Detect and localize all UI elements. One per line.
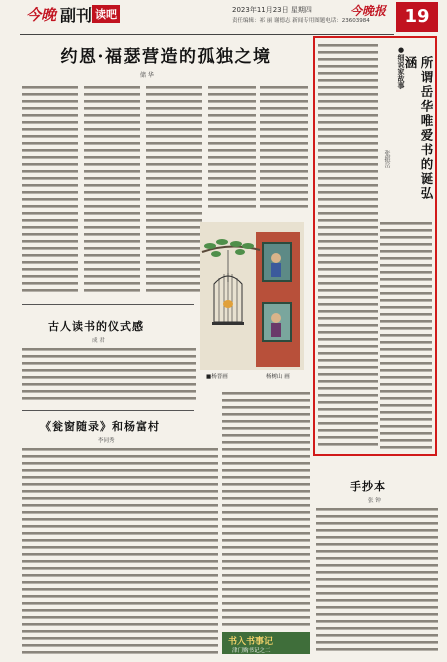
text-line xyxy=(380,257,432,260)
main-text-col-4 xyxy=(208,84,256,220)
lower-middle-text xyxy=(222,390,310,628)
text-line xyxy=(318,443,378,446)
text-line xyxy=(318,51,378,54)
text-line xyxy=(316,508,438,511)
text-line xyxy=(318,303,378,306)
issue-date: 2023年11月23日 星期四 xyxy=(232,6,312,14)
text-line xyxy=(318,268,378,271)
text-line xyxy=(222,623,310,626)
article3-text xyxy=(22,446,218,656)
illustration-caption: ■杨晋画 xyxy=(206,374,228,380)
text-line xyxy=(22,448,218,451)
article2-byline: 成 君 xyxy=(92,338,105,344)
text-line xyxy=(316,536,438,539)
text-line xyxy=(222,553,310,556)
article4-byline: 张 钟 xyxy=(368,498,381,504)
text-line xyxy=(22,553,218,556)
text-line xyxy=(380,285,432,288)
section-divider xyxy=(22,304,194,305)
text-line xyxy=(22,616,218,619)
text-line xyxy=(316,578,438,581)
text-line xyxy=(22,581,218,584)
article2-text xyxy=(22,346,196,406)
text-line xyxy=(318,352,378,355)
text-line xyxy=(222,483,310,486)
text-line xyxy=(222,574,310,577)
text-texture xyxy=(260,84,308,220)
article2-headline: 古人读书的仪式感 xyxy=(48,320,144,333)
text-line xyxy=(22,546,218,549)
text-line xyxy=(318,247,378,250)
text-line xyxy=(318,135,378,138)
text-line xyxy=(222,525,310,528)
text-line xyxy=(318,324,378,327)
text-line xyxy=(318,317,378,320)
text-line xyxy=(318,254,378,257)
main-headline: 约恩·福瑟营造的孤独之境 xyxy=(60,47,272,67)
text-line xyxy=(318,212,378,215)
text-line xyxy=(318,142,378,145)
text-line xyxy=(318,114,378,117)
text-line xyxy=(318,65,378,68)
text-line xyxy=(380,229,432,232)
text-line xyxy=(318,156,378,159)
text-line xyxy=(22,469,218,472)
newspaper-logo: 今晚报 xyxy=(350,4,387,18)
text-line xyxy=(318,380,378,383)
masthead xyxy=(0,0,447,36)
text-line xyxy=(222,595,310,598)
text-line xyxy=(380,446,432,449)
text-line xyxy=(316,613,438,616)
text-line xyxy=(316,641,438,644)
text-line xyxy=(222,490,310,493)
section-name: 副刊 xyxy=(60,6,93,25)
text-line xyxy=(318,282,378,285)
text-line xyxy=(316,529,438,532)
text-line xyxy=(222,441,310,444)
text-line xyxy=(22,348,196,351)
text-line xyxy=(316,599,438,602)
text-line xyxy=(22,390,196,393)
section-badge: 读吧 xyxy=(92,5,120,23)
text-line xyxy=(22,483,218,486)
text-line xyxy=(318,184,378,187)
text-line xyxy=(22,588,218,591)
text-line xyxy=(380,439,432,442)
text-line xyxy=(318,310,378,313)
text-line xyxy=(222,434,310,437)
text-line xyxy=(22,609,218,612)
text-line xyxy=(380,320,432,323)
text-line xyxy=(316,620,438,623)
text-line xyxy=(380,292,432,295)
text-line xyxy=(318,394,378,397)
text-line xyxy=(318,233,378,236)
text-line xyxy=(318,170,378,173)
text-line xyxy=(318,58,378,61)
text-line xyxy=(380,313,432,316)
text-line xyxy=(22,525,218,528)
text-line xyxy=(22,462,218,465)
text-line xyxy=(22,574,218,577)
article4-text xyxy=(316,506,438,656)
text-texture xyxy=(146,84,202,300)
text-line xyxy=(318,387,378,390)
header-rule xyxy=(20,34,394,35)
text-line xyxy=(316,522,438,525)
text-line xyxy=(222,469,310,472)
text-line xyxy=(380,432,432,435)
text-line xyxy=(318,331,378,334)
text-texture xyxy=(318,42,378,452)
text-line xyxy=(318,275,378,278)
text-line xyxy=(22,355,196,358)
text-line xyxy=(318,422,378,425)
text-line xyxy=(222,406,310,409)
text-line xyxy=(222,546,310,549)
text-line xyxy=(380,341,432,344)
text-line xyxy=(318,338,378,341)
text-line xyxy=(318,296,378,299)
sidebar-section-label: ●细说家故事 xyxy=(397,46,405,89)
text-line xyxy=(22,539,218,542)
text-line xyxy=(222,420,310,423)
text-line xyxy=(222,448,310,451)
text-line xyxy=(316,606,438,609)
text-texture xyxy=(22,446,218,656)
text-texture xyxy=(316,506,438,656)
book-ad-title: 书入书事记 xyxy=(228,637,274,647)
text-line xyxy=(222,602,310,605)
text-line xyxy=(318,261,378,264)
text-line xyxy=(22,644,218,647)
text-line xyxy=(222,392,310,395)
text-line xyxy=(22,369,196,372)
text-line xyxy=(22,595,218,598)
text-line xyxy=(316,648,438,651)
text-line xyxy=(318,429,378,432)
text-line xyxy=(380,334,432,337)
main-text-col-5 xyxy=(260,84,308,220)
main-byline: 储 华 xyxy=(140,72,154,79)
text-line xyxy=(22,651,218,654)
text-line xyxy=(222,581,310,584)
text-line xyxy=(380,299,432,302)
text-line xyxy=(380,383,432,386)
text-line xyxy=(22,476,218,479)
text-texture xyxy=(222,390,310,628)
text-line xyxy=(22,376,196,379)
page-number: 19 xyxy=(396,2,438,32)
text-line xyxy=(222,399,310,402)
text-line xyxy=(318,72,378,75)
text-line xyxy=(318,205,378,208)
text-line xyxy=(380,411,432,414)
text-line xyxy=(316,515,438,518)
article3-headline: 《瓮窗随录》和杨富村 xyxy=(40,420,160,433)
text-line xyxy=(318,163,378,166)
text-line xyxy=(318,366,378,369)
sidebar-author: 张振岳 xyxy=(383,150,390,168)
text-line xyxy=(22,630,218,633)
text-line xyxy=(222,462,310,465)
text-line xyxy=(318,226,378,229)
illustration xyxy=(200,222,304,370)
text-line xyxy=(222,497,310,500)
text-line xyxy=(222,539,310,542)
text-line xyxy=(318,79,378,82)
text-line xyxy=(380,362,432,365)
text-line xyxy=(222,427,310,430)
text-line xyxy=(318,345,378,348)
text-texture xyxy=(84,84,140,300)
text-line xyxy=(318,121,378,124)
text-line xyxy=(222,588,310,591)
text-line xyxy=(316,592,438,595)
text-line xyxy=(222,532,310,535)
text-line xyxy=(22,504,218,507)
text-line xyxy=(380,369,432,372)
text-line xyxy=(316,634,438,637)
text-line xyxy=(318,198,378,201)
text-line xyxy=(380,306,432,309)
text-line xyxy=(22,567,218,570)
text-line xyxy=(318,415,378,418)
text-line xyxy=(380,390,432,393)
text-line xyxy=(380,236,432,239)
text-line xyxy=(380,271,432,274)
main-text-col-3 xyxy=(146,84,202,300)
article3-byline: 李同秀 xyxy=(98,438,115,444)
text-line xyxy=(22,383,196,386)
text-line xyxy=(318,100,378,103)
text-line xyxy=(380,243,432,246)
text-line xyxy=(222,609,310,612)
text-texture xyxy=(22,346,196,406)
text-line xyxy=(22,637,218,640)
text-line xyxy=(318,128,378,131)
main-text-col-2 xyxy=(84,84,140,300)
text-line xyxy=(222,413,310,416)
text-line xyxy=(222,476,310,479)
text-line xyxy=(318,107,378,110)
text-line xyxy=(318,219,378,222)
article4-headline: 手抄本 xyxy=(350,480,386,493)
text-line xyxy=(318,93,378,96)
text-line xyxy=(380,348,432,351)
text-line xyxy=(318,240,378,243)
editor-line: 责任编辑：祁 丽 谢德志 新闻专用图题电话：23603984 xyxy=(232,18,370,24)
section-divider-2 xyxy=(22,410,194,411)
text-line xyxy=(316,543,438,546)
text-line xyxy=(22,455,218,458)
text-line xyxy=(222,518,310,521)
text-line xyxy=(380,425,432,428)
text-line xyxy=(316,627,438,630)
text-line xyxy=(22,490,218,493)
text-line xyxy=(222,567,310,570)
text-line xyxy=(316,571,438,574)
text-texture xyxy=(208,84,256,220)
text-line xyxy=(380,397,432,400)
text-line xyxy=(316,564,438,567)
text-line xyxy=(222,511,310,514)
text-line xyxy=(222,616,310,619)
text-line xyxy=(380,418,432,421)
text-line xyxy=(22,623,218,626)
text-line xyxy=(316,585,438,588)
text-line xyxy=(318,177,378,180)
text-texture xyxy=(22,84,78,300)
text-line xyxy=(22,602,218,605)
book-ad-subtitle: 津门购书记之二 xyxy=(232,648,271,654)
text-line xyxy=(22,532,218,535)
text-line xyxy=(316,550,438,553)
text-line xyxy=(380,355,432,358)
text-line xyxy=(22,397,196,400)
text-line xyxy=(222,560,310,563)
sidebar-headline: 所谓岳华唯爱书的诞弘涵 xyxy=(403,56,434,201)
sidebar-text-col-2 xyxy=(380,220,432,452)
text-line xyxy=(318,359,378,362)
text-line xyxy=(22,511,218,514)
text-line xyxy=(316,557,438,560)
text-line xyxy=(318,149,378,152)
text-line xyxy=(380,222,432,225)
text-line xyxy=(380,250,432,253)
text-line xyxy=(318,401,378,404)
text-texture xyxy=(380,220,432,452)
text-line xyxy=(318,408,378,411)
text-line xyxy=(22,560,218,563)
text-line xyxy=(222,504,310,507)
text-line xyxy=(380,278,432,281)
illustration-author: 杨树山 画 xyxy=(266,374,290,380)
text-line xyxy=(380,327,432,330)
brand-name: 今晚 xyxy=(26,6,57,24)
main-text-col-1 xyxy=(22,84,78,300)
text-line xyxy=(318,373,378,376)
birdcage-window-illustration xyxy=(200,222,304,370)
text-line xyxy=(318,436,378,439)
text-line xyxy=(22,362,196,365)
text-line xyxy=(22,497,218,500)
text-line xyxy=(380,264,432,267)
text-line xyxy=(318,86,378,89)
text-line xyxy=(22,518,218,521)
text-line xyxy=(380,376,432,379)
text-line xyxy=(318,191,378,194)
text-line xyxy=(222,455,310,458)
text-line xyxy=(318,44,378,47)
text-line xyxy=(380,404,432,407)
text-line xyxy=(318,289,378,292)
sidebar-text-col-1 xyxy=(318,42,378,452)
